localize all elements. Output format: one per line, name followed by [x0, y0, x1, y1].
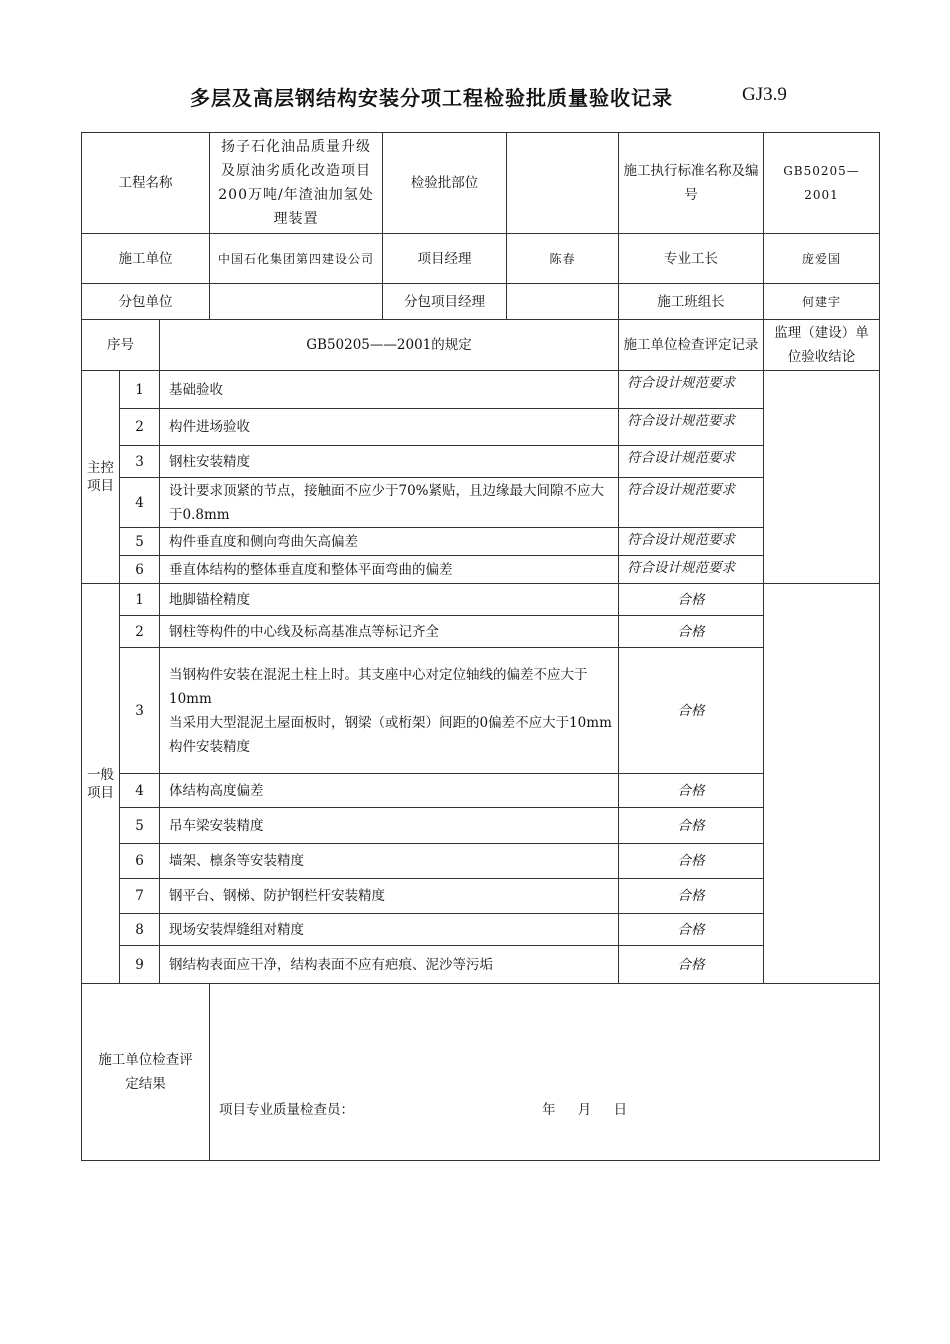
row-rule: 钢柱安装精度 — [160, 446, 619, 478]
general-items-label: 一般项目 — [82, 584, 120, 984]
row-number: 3 — [120, 446, 160, 478]
row-rule: 现场安装焊缝组对精度 — [160, 914, 619, 946]
supervision-conclusion-main — [764, 371, 880, 584]
row-result: 符合设计规范要求 — [619, 556, 764, 584]
inspection-record-table — [81, 132, 880, 1161]
row-rule: 钢结构表面应干净，结构表面不应有疤痕、泥沙等污垢 — [160, 946, 619, 984]
table-row — [82, 844, 880, 879]
row-number: 8 — [120, 914, 160, 946]
table-row — [82, 879, 880, 914]
row-rule: 地脚锚栓精度 — [160, 584, 619, 616]
check-record-header: 施工单位检查评定记录 — [619, 320, 764, 371]
row-number: 4 — [120, 478, 160, 528]
row-rule-multiline — [160, 648, 619, 774]
row-number: 6 — [120, 556, 160, 584]
table-row — [82, 556, 880, 584]
row-result: 符合设计规范要求 — [619, 478, 764, 528]
standard-label: 施工执行标准名称及编号 — [619, 133, 764, 234]
evaluation-result-cell — [210, 984, 880, 1161]
seq-header: 序号 — [82, 320, 160, 371]
row-number: 7 — [120, 879, 160, 914]
form-code: GJ3.9 — [742, 84, 787, 105]
row-rule: 基础验收 — [160, 371, 619, 409]
table-row — [82, 371, 880, 409]
team-leader-value: 何建宇 — [764, 284, 880, 320]
project-name-label: 工程名称 — [82, 133, 210, 234]
row-result: 符合设计规范要求 — [619, 446, 764, 478]
row-number: 4 — [120, 774, 160, 808]
row-rule: 构件进场验收 — [160, 409, 619, 446]
row-rule: 墙架、檩条等安装精度 — [160, 844, 619, 879]
inspection-part-value — [507, 133, 619, 234]
row-result: 合格 — [619, 584, 764, 616]
row-number: 2 — [120, 409, 160, 446]
date-label: 年 月 日 — [542, 1102, 628, 1118]
table-row — [82, 409, 880, 446]
supervision-conclusion-general — [764, 584, 880, 984]
foreman-value: 庞爱国 — [764, 234, 880, 284]
table-row — [82, 528, 880, 556]
evaluation-result-label: 施工单位检查评定结果 — [82, 984, 210, 1161]
row-result: 合格 — [619, 879, 764, 914]
pm-label: 项目经理 — [383, 234, 507, 284]
sub-pm-value — [507, 284, 619, 320]
supervision-header: 监理（建设）单位验收结论 — [764, 320, 880, 371]
main-items-label: 主控项目 — [82, 371, 120, 584]
table-row — [82, 446, 880, 478]
table-row — [82, 648, 880, 774]
row-number: 3 — [120, 648, 160, 774]
page-title: 多层及高层钢结构安装分项工程检验批质量验收记录 — [190, 86, 673, 110]
row-result: 合格 — [619, 844, 764, 879]
row-result: 合格 — [619, 946, 764, 984]
table-row — [82, 808, 880, 844]
row-result: 符合设计规范要求 — [619, 371, 764, 409]
row-number: 9 — [120, 946, 160, 984]
rule-line: 当钢构件安装在混泥土柱上时。其支座中心对定位轴线的偏差不应大于10mm — [169, 666, 588, 707]
table-row — [82, 914, 880, 946]
row-number: 1 — [120, 371, 160, 409]
contractor-value: 中国石化集团第四建设公司 — [210, 234, 383, 284]
project-name-value: 扬子石化油品质量升级及原油劣质化改造项目200万吨/年渣油加氢处理装置 — [210, 133, 383, 234]
row-result: 合格 — [619, 616, 764, 648]
table-row — [82, 584, 880, 616]
subcontractor-label: 分包单位 — [82, 284, 210, 320]
row-number: 1 — [120, 584, 160, 616]
row-rule: 垂直体结构的整体垂直度和整体平面弯曲的偏差 — [160, 556, 619, 584]
table-row — [82, 616, 880, 648]
standard-value: GB50205—2001 — [764, 133, 880, 234]
rule-line: 当采用大型混泥土屋面板时，钢梁（或桁架）间距的0偏差不应大于10mm — [169, 714, 612, 731]
inspector-label: 项目专业质量检查员： — [219, 1102, 354, 1118]
rule-header: GB50205——2001的规定 — [160, 320, 619, 371]
row-result: 合格 — [619, 774, 764, 808]
subcontractor-value — [210, 284, 383, 320]
row-result: 符合设计规范要求 — [619, 409, 764, 446]
row-number: 5 — [120, 808, 160, 844]
row-rule: 钢平台、钢梯、防护钢栏杆安装精度 — [160, 879, 619, 914]
foreman-label: 专业工长 — [619, 234, 764, 284]
inspection-part-label: 检验批部位 — [383, 133, 507, 234]
row-result: 合格 — [619, 808, 764, 844]
table-row — [82, 946, 880, 984]
table-row — [82, 774, 880, 808]
row-result: 合格 — [619, 914, 764, 946]
row-rule: 设计要求顶紧的节点，接触面不应少于70%紧贴，且边缘最大间隙不应大于0.8mm — [160, 478, 619, 528]
row-number: 2 — [120, 616, 160, 648]
sub-pm-label: 分包项目经理 — [383, 284, 507, 320]
row-number: 6 — [120, 844, 160, 879]
row-rule: 钢柱等构件的中心线及标高基准点等标记齐全 — [160, 616, 619, 648]
row-rule: 吊车梁安装精度 — [160, 808, 619, 844]
row-result: 合格 — [619, 648, 764, 774]
pm-value: 陈春 — [507, 234, 619, 284]
rule-line: 构件安装精度 — [169, 738, 250, 755]
row-rule: 体结构高度偏差 — [160, 774, 619, 808]
row-number: 5 — [120, 528, 160, 556]
team-leader-label: 施工班组长 — [619, 284, 764, 320]
table-row — [82, 478, 880, 528]
row-rule: 构件垂直度和侧向弯曲矢高偏差 — [160, 528, 619, 556]
row-result: 符合设计规范要求 — [619, 528, 764, 556]
contractor-label: 施工单位 — [82, 234, 210, 284]
